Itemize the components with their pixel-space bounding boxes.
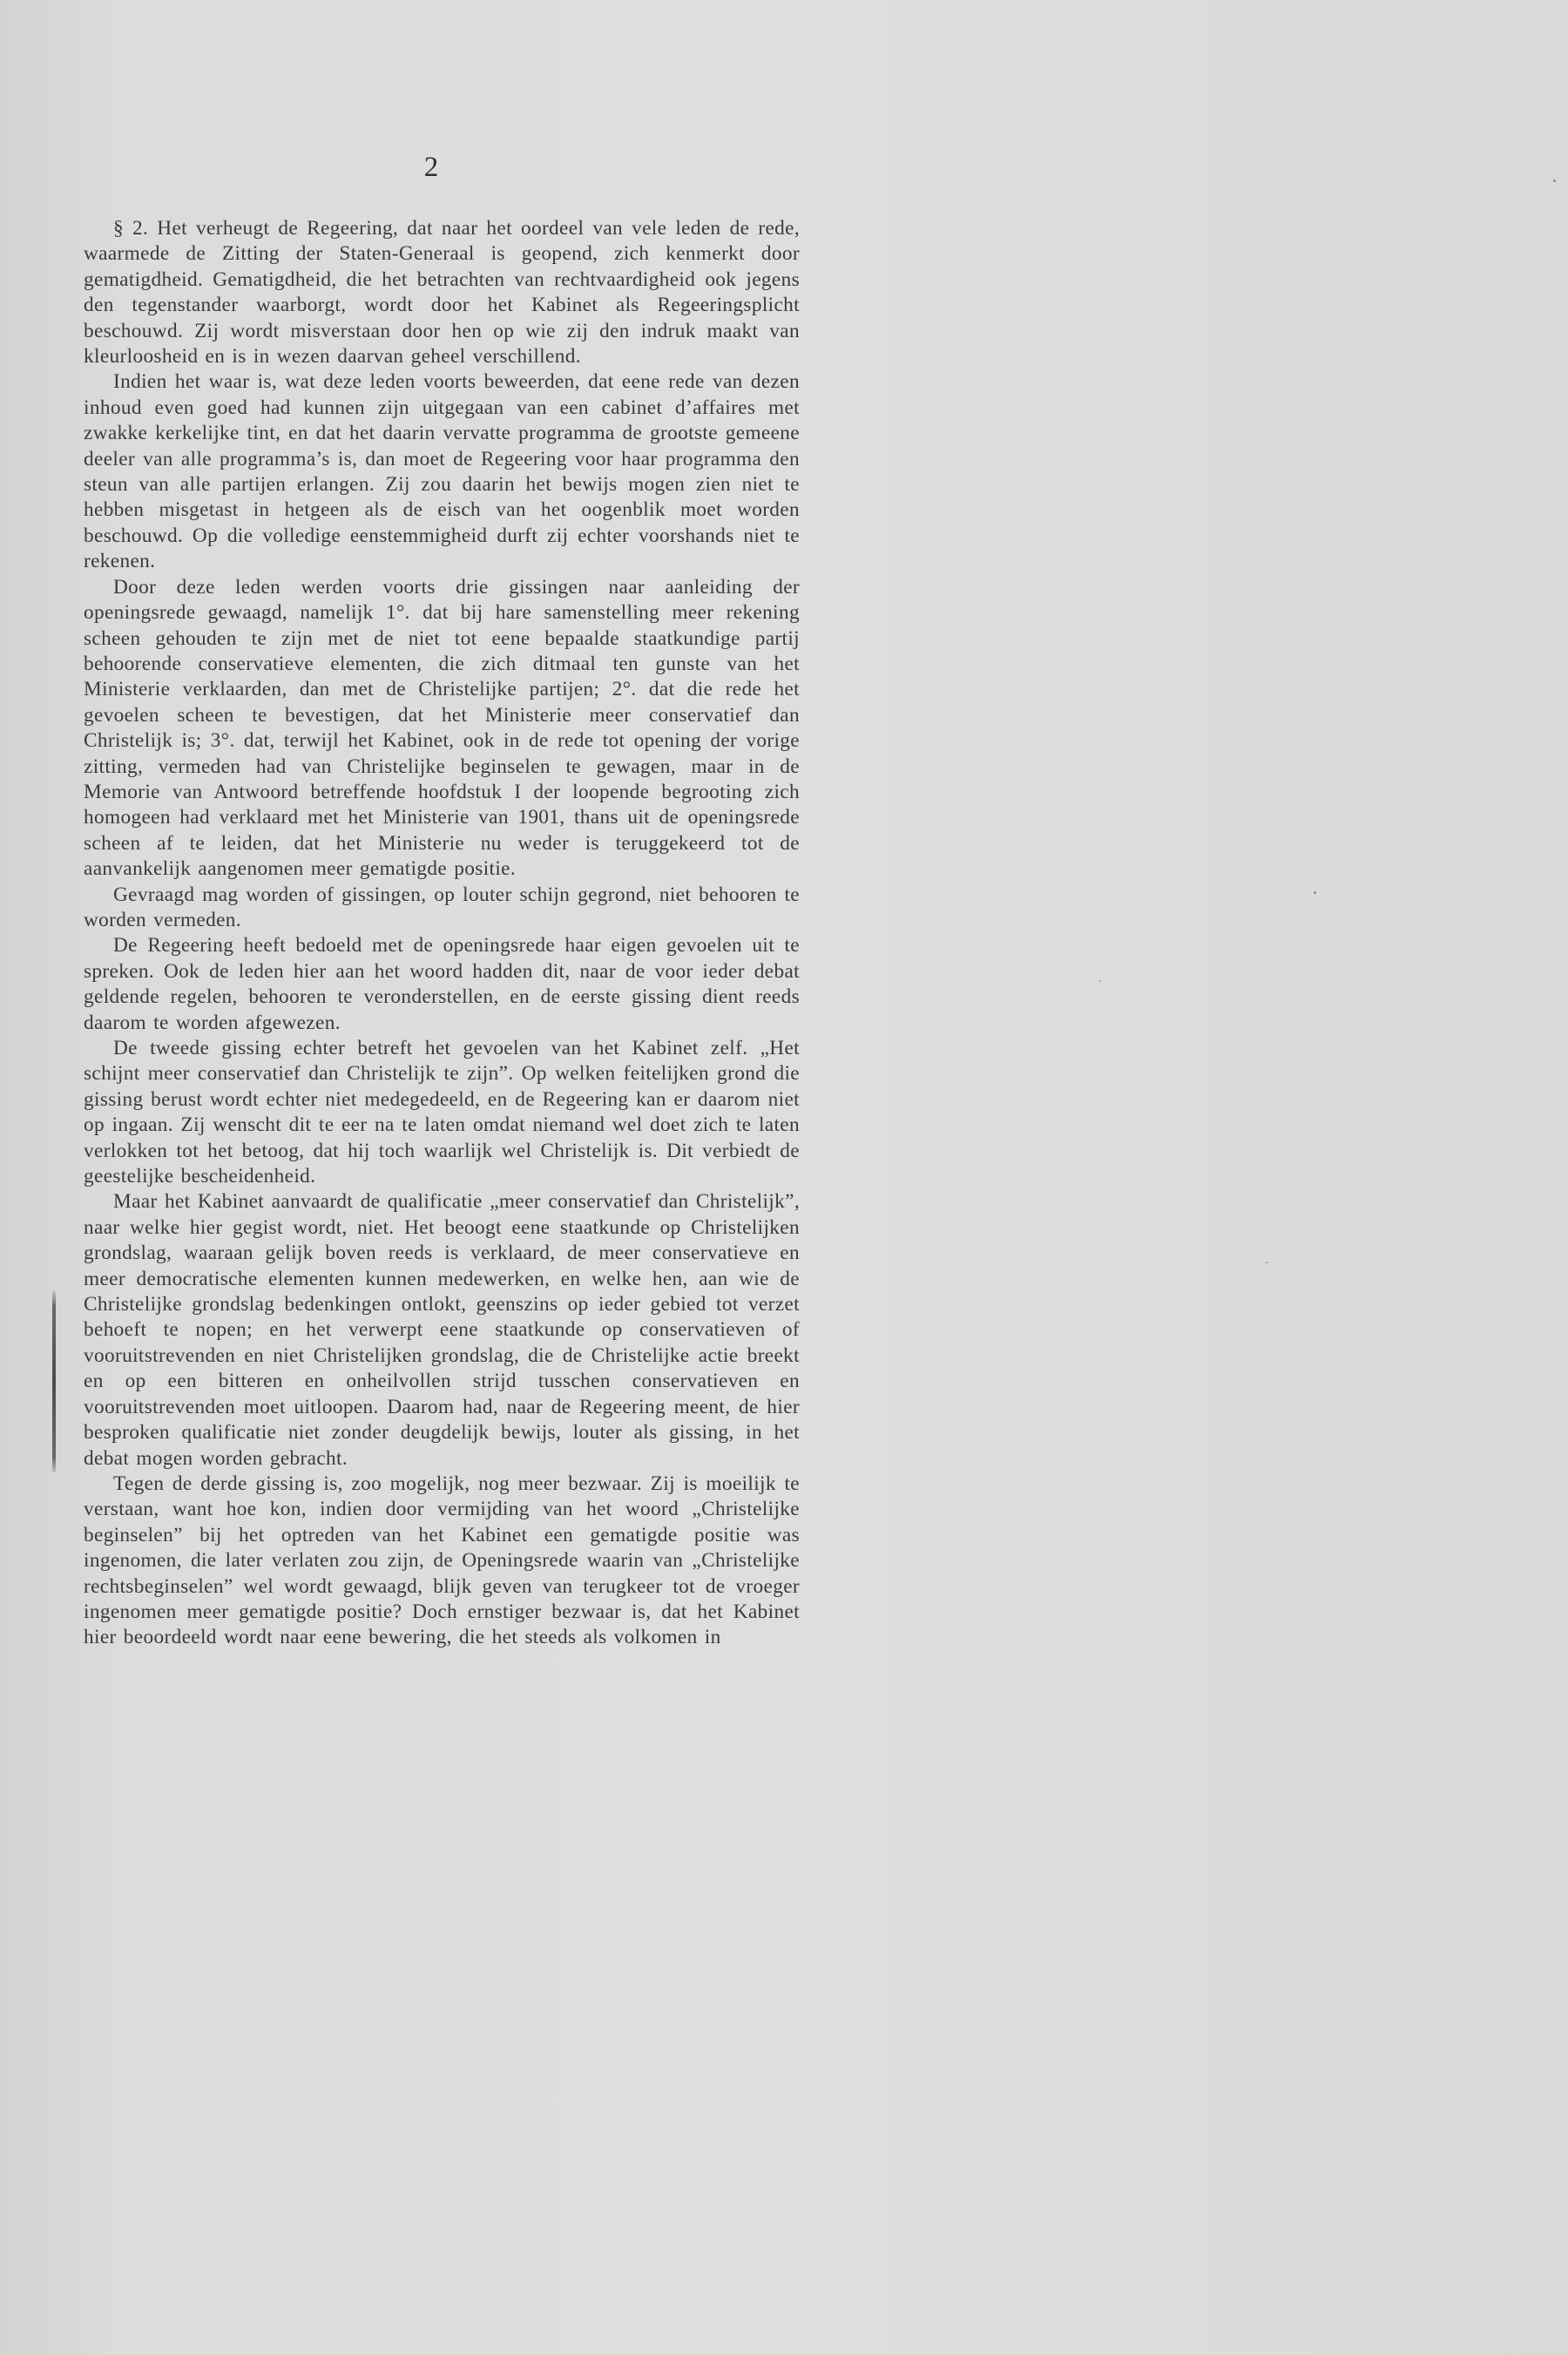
page-number: 2 — [423, 152, 439, 183]
paragraph-2: Indien het waar is, wat deze leden voorts beweerden, dat eene rede van dezen inhoud even goed had kunnen zijn uitgegaan van een cabinet d’affaires met zwakke kerkelijke tint, en dat het daarin vervatte programma de grootste gemeene deeler van alle programma’s is, dan moet de Regeering voor haar programma den steun van alle partijen erlangen. Zij zou daarin het bewijs mogen zien niet te hebben misgetast in hetgeen als de eisch van het oogenblik moet worden beschouwd. Op die volledige eenstemmigheid durft zij echter voorshands niet te rekenen. — [84, 370, 800, 573]
paragraph-4: Gevraagd mag worden of gissingen, op louter schijn gegrond, niet behooren te worden vermeden. — [84, 883, 800, 931]
scan-speck — [1314, 891, 1316, 894]
paragraph-7: Maar het Kabinet aanvaardt de qualificatie „meer conservatief dan Christelijk”, naar welke hier gegist wordt, niet. Het beoogt eene staatkunde op Christelijken grondslag, waaraan gelijk boven reeds is verklaard, de meer conservatieve en meer democratische elementen kunnen medewerken, en welke hen, aan wie de Christelijke grondslag bedenkingen ontlokt, geenszins op ieder gebied tot verzet behoeft te nopen; en het verwerpt eene staatkunde op conservatieven of vooruitstrevenden en niet Christelijken grondslag, die de Christelijke actie breekt en op een bitteren en onheilvollen strijd tusschen conservatieven en vooruitstrevenden moet uitloopen. Daarom had, naar de Regeering meent, de hier besproken qualificatie niet zonder deugdelijk bewijs, louter als gissing, in het debat mogen worden gebracht. — [84, 1190, 800, 1470]
body-text — [84, 216, 800, 1651]
paragraph-8: Tegen de derde gissing is, zoo mogelijk, nog meer bezwaar. Zij is moeilijk te verstaan, want hoe kon, indien door vermijding van het woord „Christelijke beginselen” bij het optreden van het Kabinet een gematigde positie was ingenomen, die later verlaten zou zijn, de Openingsrede waarin van „Christelijke rechtsbeginselen” wel wordt gewaagd, blijk geven van terugkeer tot de vroeger ingenomen meer gematigde positie? Doch ernstiger bezwaar is, dat het Kabinet hier beoordeeld wordt naar eene bewering, die het steeds als volkomen in — [84, 1472, 800, 1649]
scan-speck — [1553, 179, 1556, 182]
scan-speck — [1099, 980, 1101, 982]
margin-mark — [52, 1291, 56, 1472]
paragraph-1: § 2. Het verheugt de Regeering, dat naar het oordeel van vele leden de rede, waarmede de Zitting der Staten-Generaal is geopend, zich kenmerkt door gematigdheid. Gematigdheid, die het betrachten van rechtvaardigheid ook jegens den tegenstander waarborgt, wordt door het Kabinet als Regeeringsplicht beschouwd. Zij wordt misverstaan door hen op wie zij den indruk maakt van kleurloosheid en is in wezen daarvan geheel verschillend. — [84, 217, 800, 369]
paragraph-6: De tweede gissing echter betreft het gevoelen van het Kabinet zelf. „Het schijnt meer conservatief dan Christelijk te zijn”. Op welken feitelijken grond die gissing berust wordt echter niet medegedeeld, en de Regeering kan er daarom niet op ingaan. Zij wenscht dit te eer na te laten omdat niemand wel doet zich te laten verlokken tot het betoog, dat hij toch waarlijk wel Christelijk is. Dit verbiedt de geestelijke bescheidenheid. — [84, 1037, 800, 1188]
scan-speck — [1266, 1262, 1267, 1263]
paragraph-5: De Regeering heeft bedoeld met de openingsrede haar eigen gevoelen uit te spreken. Ook de leden hier aan het woord hadden dit, naar de voor ieder debat geldende regelen, behooren te veronderstellen, en de eerste gissing dient reeds daarom te worden afgewezen. — [84, 934, 800, 1034]
paragraph-3: Door deze leden werden voorts drie gissingen naar aanleiding der openingsrede gewaagd, namelijk 1°. dat bij hare samenstelling meer rekening scheen gehouden te zijn met de niet tot eene bepaalde staatkundige partij behoorende conservatieve elementen, die zich ditmaal ten gunste van het Ministerie verklaarden, dan met de Christelijke partijen; 2°. dat die rede het gevoelen scheen te bevestigen, dat het Ministerie meer conservatief dan Christelijk is; 3°. dat, terwijl het Kabinet, ook in de rede tot opening der vorige zitting, vermeden had van Christelijke beginselen te gewagen, maar in de Memorie van Antwoord betreffende hoofdstuk I der loopende begrooting zich homogeen had verklaard met het Ministerie van 1901, thans uit de openingsrede scheen af te leiden, dat het Ministerie nu weder is teruggekeerd tot de aanvankelijk aangenomen meer gematigde positie. — [84, 575, 800, 881]
